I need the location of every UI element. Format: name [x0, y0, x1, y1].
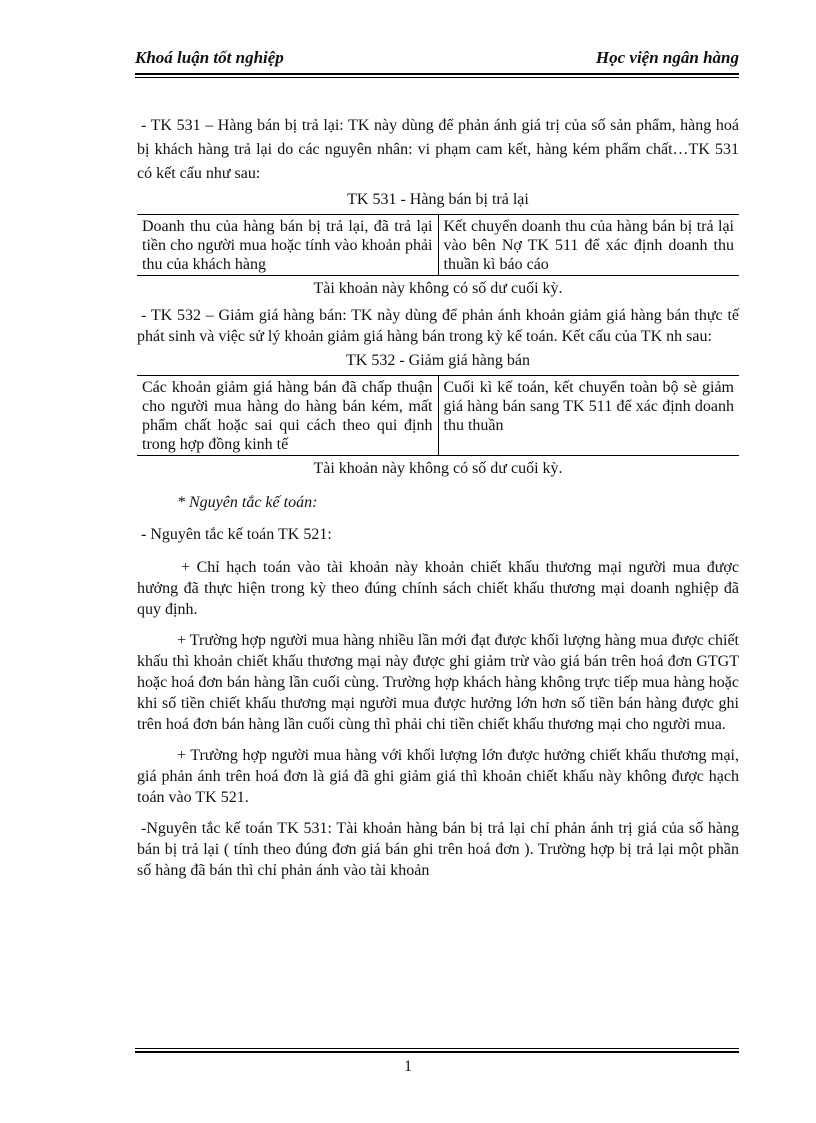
tk531-debit-cell: Doanh thu của hàng bán bị trả lại, đã trả lại tiền cho người mua hoặc tính vào khoản phải thu của khách hàng: [137, 215, 438, 276]
tk532-credit-cell: Cuối kì kế toán, kết chuyển toàn bộ sè giảm giá hàng bán sang TK 511 để xác định doanh thu thuần: [443, 379, 734, 434]
page-number: 1: [404, 1058, 412, 1075]
table-row: [137, 215, 739, 276]
tk531-table-title: TK 531 - Hàng bán bị trả lại: [347, 191, 529, 208]
header-right-title: Học viện ngân hàng: [595, 48, 739, 67]
header-divider-thin: [135, 77, 739, 78]
tk531-credit-cell: Kết chuyển doanh thu của hàng bán bị trả lại vào bên Nợ TK 511 để xác định doanh thu thuần kì báo cáo: [443, 218, 734, 273]
footer-divider-thin: [135, 1048, 739, 1049]
tk521-principle-3: + Trường hợp người mua hàng với khối lượng lớn được hưởng chiết khấu thương mại, giá phản ánh trên hoá đơn là giá đã ghi giảm giá thì khoản chiết khấu này không được hạch toán vào TK 521.: [137, 747, 739, 806]
tk532-debit-cell: Các khoản giảm giá hàng bán đã chấp thuận cho người mua hàng do hàng bán kém, mất phẩm chất hoặc sai qui cách theo qui định trong hợp đồng kinh tế: [137, 376, 438, 456]
tk531-balance-note: Tài khoản này không có số dư cuối kỳ.: [313, 280, 563, 297]
tk532-intro: - TK 532 – Giảm giá hàng bán: TK này dùng để phản ánh khoản giảm giá hàng bán thực tế phát sinh và việc sử lý khoản giảm giá hàng bán trong kỳ kế toán. Kết cấu của TK nh sau:: [137, 307, 739, 345]
tk532-table-title: TK 532 - Giảm giá hàng bán: [346, 352, 530, 369]
header-left-title: Khoá luận tốt nghiệp: [135, 48, 284, 67]
page-header: [135, 48, 739, 70]
tk532-balance-note: Tài khoản này không có số dư cuối kỳ.: [313, 460, 563, 477]
tk531-table: [137, 214, 739, 276]
tk531-principle: -Nguyên tắc kế toán TK 531: Tài khoản hàng bán bị trả lại chỉ phản ánh trị giá của số hàng bán bị trả lại ( tính theo đúng đơn giá bán ghi trên hoá đơn ). Trường hợp bị trả lại một phần số hàng đã bán thì chỉ phản ánh vào tài khoản: [137, 820, 739, 879]
document-body: [137, 114, 739, 881]
tk532-table: [137, 375, 739, 456]
header-divider-thick: [135, 73, 739, 75]
tk521-principle-2: + Trường hợp người mua hàng nhiều lần mới đạt được khối lượng hàng mua được chiết khấu thì khoản chiết khấu thương mại này được ghi giảm trừ vào giá bán trên hoá đơn GTGT hoặc hoá đơn bán hàng lần cuối cùng. Trường hợp khách hàng không trực tiếp mua hàng hoặc khi số tiền chiết khấu thương mại người mua được hưởng lớn hơn số tiền bán hàng được ghi trên hoá đơn bán hàng lần cuối cùng thì phải chi tiền chiết khấu thương mại cho người mua.: [137, 632, 739, 733]
tk521-principle-1: + Chỉ hạch toán vào tài khoản này khoản chiết khấu thương mại người mua được hưởng đã thực hiện trong kỳ theo đúng chính sách chiết khấu thương mại doanh nghiệp đã quy định.: [137, 559, 739, 618]
footer-divider-thick: [135, 1051, 739, 1053]
table-row: [137, 376, 739, 456]
tk531-intro: - TK 531 – Hàng bán bị trả lại: TK này dùng để phản ánh giá trị của số sản phẩm, hàng hoá bị khách hàng trả lại do các nguyên nhân: vi phạm cam kết, hàng kém phẩm chất…TK 531 có kết cấu như sau:: [137, 117, 739, 182]
tk521-principles-heading: - Nguyên tắc kế toán TK 521:: [141, 526, 332, 543]
principles-heading: * Nguyên tắc kế toán:: [177, 494, 318, 511]
